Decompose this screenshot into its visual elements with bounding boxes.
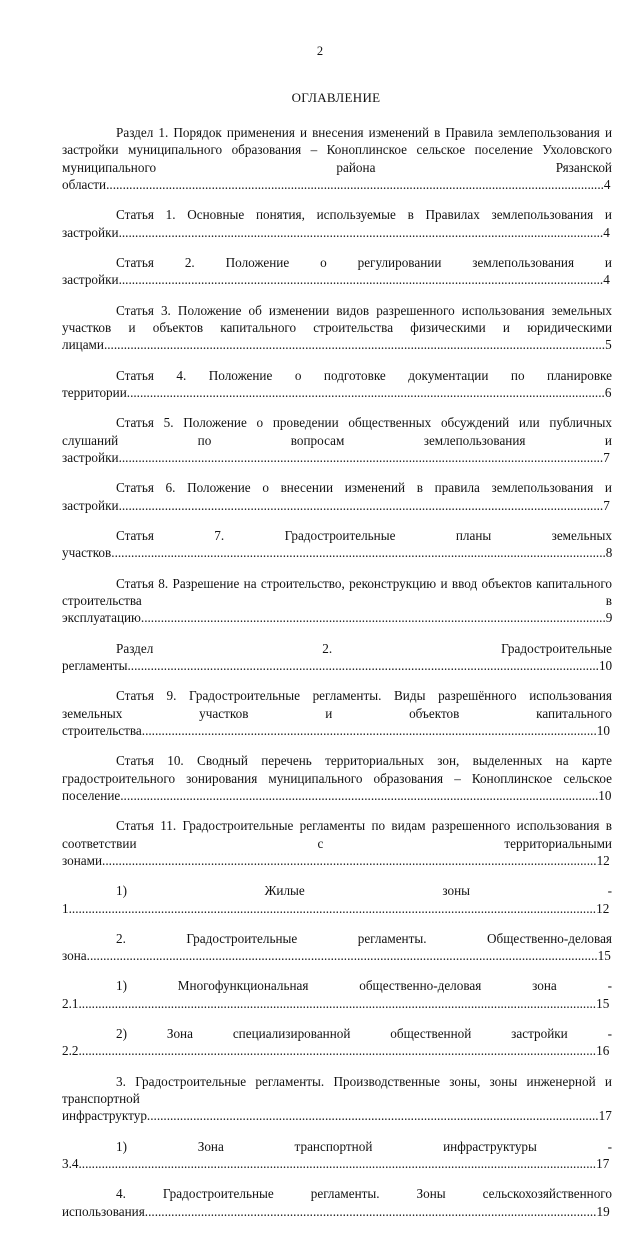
toc-leader-dots: ...................................................................................................................................................	[118, 497, 604, 513]
toc-leader-dots: ..........................................................................................................................................	[141, 722, 597, 738]
toc-entry[interactable]	[62, 575, 612, 627]
toc-entry-page: 9	[605, 610, 613, 626]
toc-entry[interactable]	[62, 1185, 612, 1220]
toc-entry-text: Статья 8. Разрешение на строительство, реконструкцию и ввод объектов капитального строительства в эксплуатацию	[62, 575, 612, 626]
toc-entry-text: Статья 3. Положение об изменении видов разрешенного использования земельных участков и объектов капитального строительства физическими и юридическими лицами	[62, 302, 612, 353]
toc-entry-page: 6	[604, 385, 612, 401]
toc-entry-text: 3. Градостроительные регламенты. Производственные зоны, зоны инженерной и транспортной инфраструктур	[62, 1073, 612, 1124]
toc-entry-page: 10	[598, 787, 612, 803]
toc-leader-dots: ...................................................................................................................................................	[118, 224, 604, 240]
toc-entry-page: 4	[603, 272, 610, 288]
toc-leader-dots: .............................................................................................................................................................	[78, 1156, 597, 1172]
toc-entry-text: 1) Многофункциональная общественно-деловая зона - 2.1	[62, 978, 612, 1011]
toc-leader-dots: ...............................................................................................................................................	[127, 657, 599, 673]
toc-entry[interactable]	[62, 930, 612, 965]
toc-leader-dots: ......................................................................................................................................................	[102, 852, 597, 868]
toc-leader-dots: .............................................................................................................................................	[140, 610, 606, 626]
toc-entry-text: Статья 4. Положение о подготовке документации по планировке территории	[62, 367, 612, 401]
toc-entry[interactable]	[62, 817, 612, 869]
toc-entry-page: 16	[596, 1043, 610, 1059]
toc-entry-text: Статья 6. Положение о внесении изменений в правила землепользования и застройки	[62, 480, 612, 513]
toc-leader-dots: .................................................................................................................................................	[126, 385, 605, 401]
toc-entry-text: 1) Зона транспортной инфраструктуры - 3.4	[62, 1138, 612, 1172]
toc-entry-page: 12	[596, 900, 610, 916]
toc-entry[interactable]	[62, 1138, 612, 1173]
toc-entry-text: Статья 1. Основные понятия, используемые в Правилах землепользования и застройки	[62, 207, 612, 240]
toc-entry-text: Раздел 1. Порядок применения и внесения изменений в Правила землепользования и застройки муниципального образования – Коноплинское сельское поселение Ухоловского муниципального района Рязанской области	[62, 125, 612, 193]
toc-leader-dots: ...........................................................................................................................................................	[86, 948, 598, 964]
toc-leader-dots: .........................................................................................................................................	[144, 1203, 597, 1219]
toc-entry[interactable]	[62, 1073, 612, 1125]
toc-entry-text: 2. Градостроительные регламенты. Общественно-деловая зона	[62, 930, 612, 964]
toc-entry-page: 17	[598, 1108, 612, 1124]
toc-leader-dots: ........................................................................................................................................................	[103, 337, 606, 353]
page-number: 2	[316, 44, 324, 58]
table-of-contents	[62, 124, 612, 1233]
toc-entry-text: Статья 7. Градостроительные планы земельных участков	[62, 527, 612, 561]
toc-entry[interactable]	[62, 206, 612, 241]
toc-entry-text: Раздел 2. Градостроительные регламенты	[62, 640, 612, 673]
toc-leader-dots: .......................................................................................................................................................	[106, 177, 604, 193]
toc-leader-dots: ......................................................................................................................................................	[111, 545, 606, 561]
toc-entry-page: 4	[603, 224, 610, 240]
toc-leader-dots: .........................................................................................................................................	[146, 1108, 599, 1124]
toc-entry[interactable]	[62, 527, 612, 562]
toc-entry[interactable]	[62, 687, 612, 739]
toc-entry[interactable]	[62, 414, 612, 466]
toc-leader-dots: ................................................................................................................................................................	[68, 900, 597, 916]
toc-entry-page: 17	[596, 1156, 610, 1172]
toc-entry-page: 15	[596, 995, 610, 1011]
toc-entry[interactable]	[62, 254, 612, 289]
toc-leader-dots: .............................................................................................................................................................	[78, 1043, 597, 1059]
toc-entry-page: 15	[597, 948, 611, 964]
toc-entry-text: Статья 9. Градостроительные регламенты. Виды разрешённого использования земельных участков и объектов капитального строительства	[62, 688, 612, 738]
toc-entry[interactable]	[62, 1025, 612, 1060]
toc-entry[interactable]	[62, 124, 612, 194]
toc-entry-text: Статья 10. Сводный перечень территориальных зон, выделенных на карте градостроительного зонирования муниципального образования – Коноплинское сельское поселение	[62, 753, 612, 803]
toc-entry[interactable]	[62, 752, 612, 804]
toc-entry-text: Статья 11. Градостроительные регламенты по видам разрешенного использования в соответствии с территориальными зонами	[62, 818, 612, 868]
toc-entry[interactable]	[62, 977, 612, 1012]
toc-leader-dots: ...................................................................................................................................................	[118, 450, 604, 466]
toc-title: ОГЛАВЛЕНИЕ	[291, 90, 381, 105]
toc-entry[interactable]	[62, 640, 612, 675]
toc-entry-page: 4	[603, 177, 611, 193]
toc-entry[interactable]	[62, 882, 612, 917]
toc-leader-dots: .............................................................................................................................................................	[78, 995, 597, 1011]
toc-entry-page: 5	[605, 337, 612, 353]
toc-leader-dots: .................................................................................................................................................	[120, 787, 599, 803]
toc-entry-page: 19	[596, 1203, 610, 1219]
toc-entry-page: 7	[603, 497, 610, 513]
toc-entry-page: 10	[598, 657, 613, 673]
toc-entry-text: 1) Жилые зоны - 1	[62, 883, 612, 916]
toc-entry-page: 8	[605, 545, 613, 561]
toc-entry-page: 10	[596, 722, 610, 738]
toc-entry[interactable]	[62, 367, 612, 402]
toc-entry-page: 12	[596, 852, 610, 868]
toc-entry-text: 4. Градостроительные регламенты. Зоны сельскохозяйственного использования	[62, 1186, 612, 1219]
toc-entry-text: 2) Зона специализированной общественной застройки - 2.2	[62, 1026, 612, 1059]
toc-entry[interactable]	[62, 479, 612, 514]
toc-entry-page: 7	[603, 450, 610, 466]
toc-entry[interactable]	[62, 302, 612, 354]
toc-entry-text: Статья 5. Положение о проведении общественных обсуждений или публичных слушаний по вопросам землепользования и застройки	[62, 415, 612, 466]
toc-leader-dots: ...................................................................................................................................................	[118, 272, 604, 288]
toc-entry-text: Статья 2. Положение о регулировании землепользования и застройки	[62, 255, 612, 288]
